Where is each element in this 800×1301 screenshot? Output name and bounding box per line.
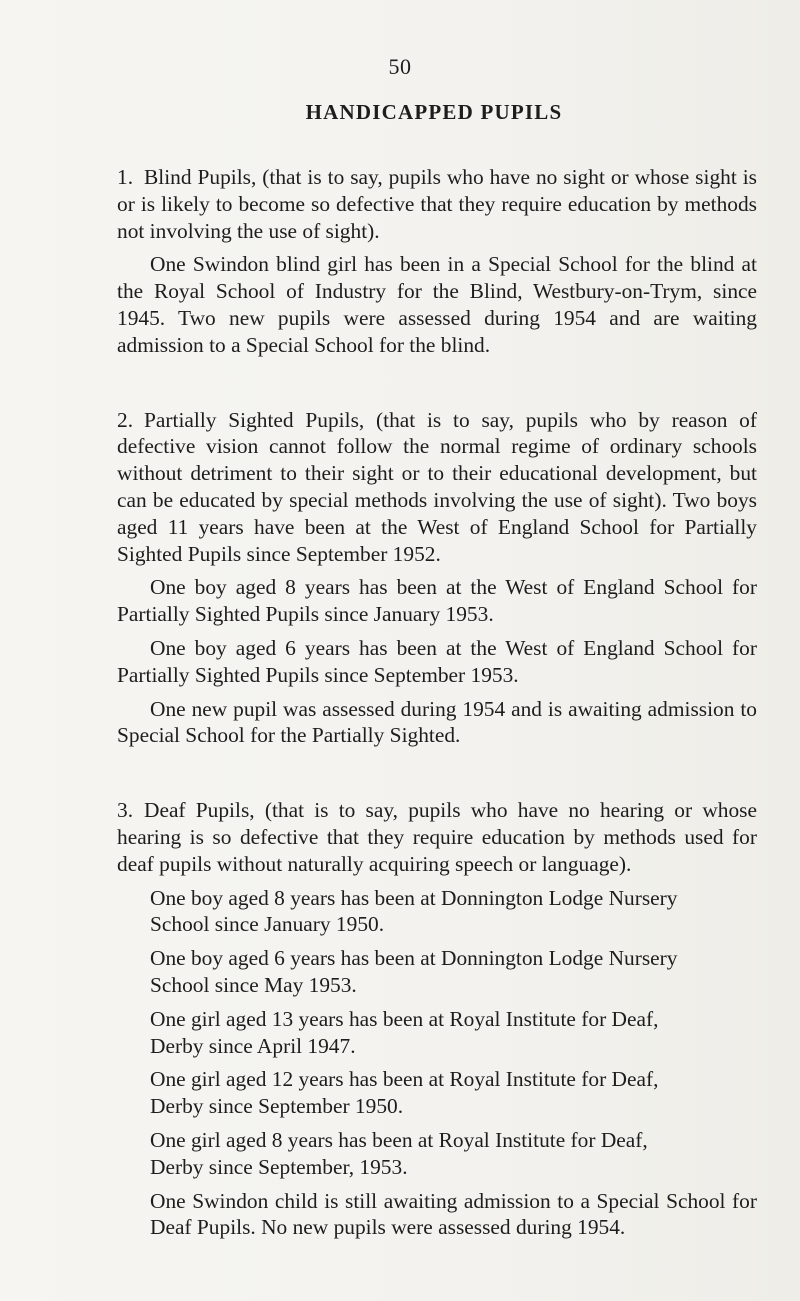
list-item-first-line: One girl aged 13 years has been at Royal Institute for Deaf, xyxy=(150,1006,659,1031)
list-item xyxy=(117,1066,757,1120)
paragraph: One new pupil was assessed during 1954 and is awaiting admission to Special School for the Partially Sighted. xyxy=(117,696,757,748)
list-item-continuation: School since May 1953. xyxy=(150,972,357,997)
section-lead-text: Partially Sighted Pupils, (that is to say, pupils who by reason of defective vision cannot follow the normal regime of ordinary schools without detriment to their sight or to their educational development, but can be educated by special methods involving the use of sight). Two boys aged 11 years have been at the West of England School for Partially Sighted Pupils since September 1952. xyxy=(117,407,757,566)
paragraph: One boy aged 8 years has been at the West of England School for Partially Sighted Pupils since January 1953. xyxy=(117,575,757,627)
section-deaf-pupils xyxy=(117,797,757,1241)
section-partially-sighted-pupils xyxy=(117,407,757,750)
section-lead xyxy=(117,797,757,877)
list-item-continuation: Derby since September 1950. xyxy=(150,1094,404,1119)
document-body xyxy=(117,164,757,1241)
section-lead xyxy=(117,164,757,244)
page-title: HANDICAPPED PUPILS xyxy=(305,100,563,124)
section-lead-text: Blind Pupils, (that is to say, pupils who have no sight or whose sight is or is likely to become so defective that they require education by methods not involving the use of sight). xyxy=(117,165,757,243)
list-item xyxy=(117,945,757,999)
section-number: 3. xyxy=(117,798,134,823)
list-item-first-line: One girl aged 8 years has been at Royal Institute for Deaf, xyxy=(150,1127,648,1152)
list-item xyxy=(117,885,757,939)
closing-paragraph: One Swindon child is still awaiting admission to a Special School for Deaf Pupils. No new pupils were assessed during 1954. xyxy=(150,1188,757,1240)
list-item xyxy=(117,1127,757,1181)
section-blind-pupils xyxy=(117,164,757,359)
page-number: 50 xyxy=(388,54,412,79)
list-item-continuation: Derby since April 1947. xyxy=(150,1033,356,1058)
section-lead-text: Deaf Pupils, (that is to say, pupils who have no hearing or whose hearing is so defective that they require education by methods used for deaf pupils without naturally acquiring speech or language). xyxy=(117,798,757,876)
list-item-first-line: One boy aged 8 years has been at Donnington Lodge Nursery xyxy=(150,885,678,910)
list-item xyxy=(117,1006,757,1060)
list-item-continuation: Derby since September, 1953. xyxy=(150,1154,408,1179)
list-item-first-line: One boy aged 6 years has been at Donnington Lodge Nursery xyxy=(150,946,678,971)
section-lead xyxy=(117,407,757,568)
list-item-continuation: School since January 1950. xyxy=(150,912,385,937)
paragraph: One Swindon blind girl has been in a Special School for the blind at the Royal School of Industry for the Blind, Westbury-on-Trym, since 1945. Two new pupils were assessed during 1954 and are waiting admission to a Special School for the blind. xyxy=(117,252,757,357)
section-number: 1. xyxy=(117,165,134,189)
paragraph: One boy aged 6 years has been at the West of England School for Partially Sighted Pupils since September 1953. xyxy=(117,635,757,687)
list-item-first-line: One girl aged 12 years has been at Royal Institute for Deaf, xyxy=(150,1067,659,1092)
section-number: 2. xyxy=(117,407,134,432)
